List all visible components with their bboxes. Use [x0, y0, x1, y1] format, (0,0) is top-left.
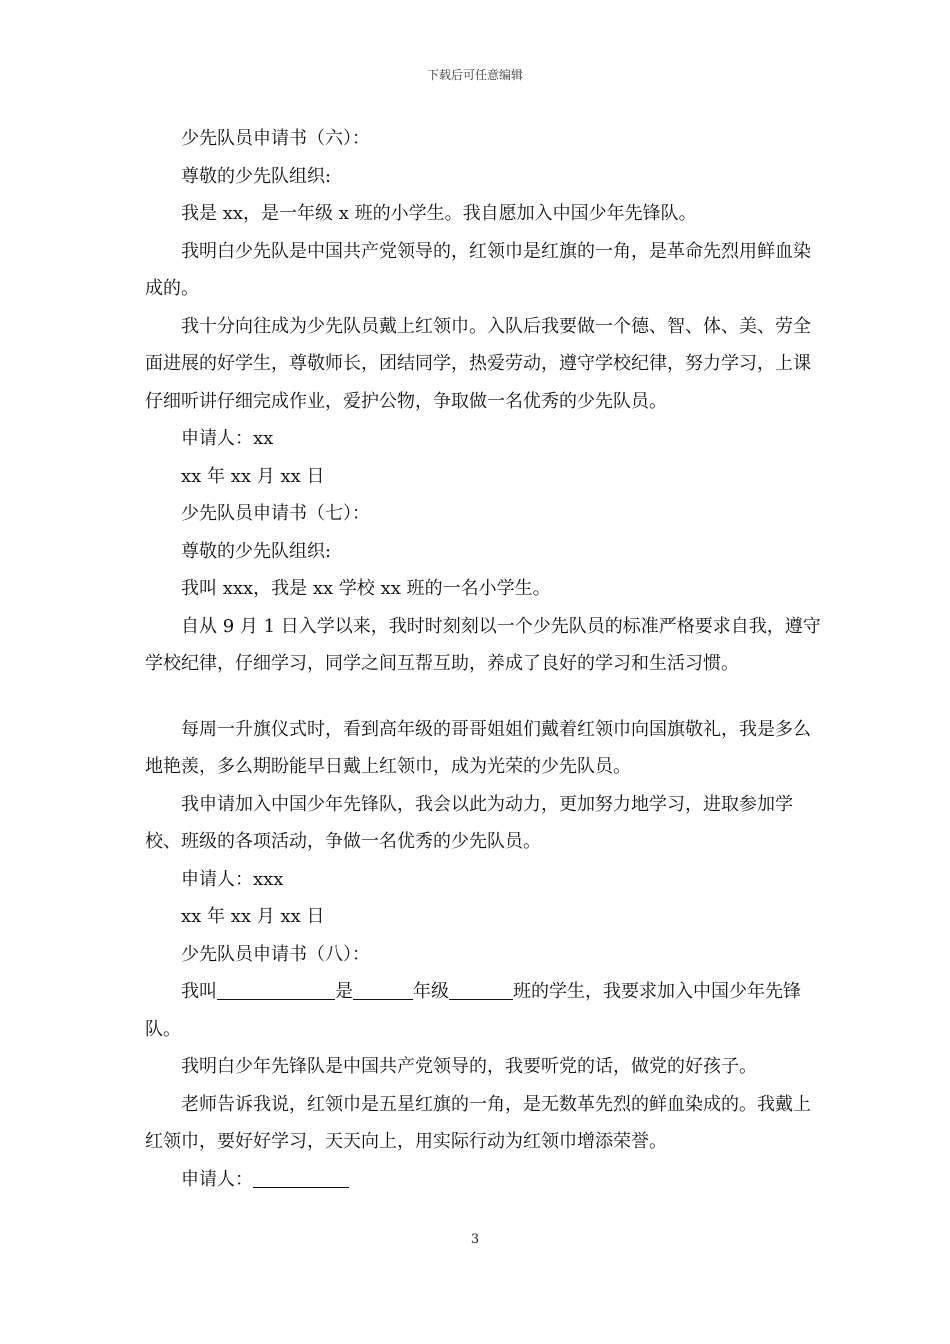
paragraph: 自从 9 月 1 日入学以来，我时时刻刻以一个少先队员的标准严格要求自我，遵守学校纪律，仔细学习，同学之间互帮互助，养成了良好的学习和生活习惯。 [145, 615, 821, 674]
section-title-8: 少先队员申请书（八）： [181, 943, 370, 965]
paragraph: 我明白少先队是中国共产党领导的，红领巾是红旗的一角，是革命先烈用鲜血染成的。 [145, 240, 811, 299]
signature-blank [253, 1169, 349, 1188]
salutation: 尊敬的少先队组织: [181, 165, 332, 187]
text-segment: 班的学生，我要求加入中国少年先锋队。 [145, 981, 801, 1040]
text-segment: 是 [335, 981, 353, 1002]
applicant-line [145, 1161, 825, 1199]
text-segment: 年级 [413, 981, 449, 1002]
paragraph: 我是 xx，是一年级 x 班的小学生。我自愿加入中国少年先锋队。 [181, 203, 697, 224]
applicant-label: 申请人： [181, 1168, 253, 1190]
class-blank [449, 981, 513, 1000]
paragraph: 老师告诉我说，红领巾是五星红旗的一角，是无数革先烈的鲜血染成的。我戴上红领巾，要好好学习，天天向上，用实际行动为红领巾增添荣誉。 [145, 1093, 811, 1152]
text-segment: 我叫 [181, 981, 217, 1002]
date-line: xx 年 xx 月 xx 日 [181, 465, 325, 487]
section-title-7: 少先队员申请书（七）： [181, 503, 370, 524]
paragraph: 我叫 xxx，我是 xx 学校 xx 班的一名小学生。 [181, 578, 551, 599]
name-blank [217, 981, 335, 1000]
paragraph: 我明白少年先锋队是中国共产党领导的，我要听党的话，做党的好孩子。 [181, 1056, 757, 1077]
page-number: 3 [470, 1232, 480, 1247]
paragraph: 我十分向往成为少先队员戴上红领巾。入队后我要做一个德、智、体、美、劳全面进展的好学生，尊敬师长，团结同学，热爱劳动，遵守学校纪律，努力学习，上课仔细听讲仔细完成作业，爱护公物，争取做一名优秀的少先队员。 [145, 315, 811, 412]
fill-in-paragraph [145, 973, 825, 1048]
applicant-line: 申请人：xxx [181, 868, 284, 890]
spacer [145, 683, 825, 711]
date-line: xx 年 xx 月 xx 日 [181, 906, 325, 927]
applicant-line: 申请人：xx [181, 428, 274, 449]
paragraph: 每周一升旗仪式时，看到高年级的哥哥姐姐们戴着红领巾向国旗敬礼，我是多么地艳羡，多么期盼能早日戴上红领巾，成为光荣的少先队员。 [145, 718, 811, 777]
page-header-note: 下载后可任意编辑 [426, 68, 523, 82]
document-body [145, 120, 825, 1198]
salutation: 尊敬的少先队组织: [181, 540, 332, 562]
grade-blank [353, 981, 413, 1000]
section-title-6: 少先队员申请书（六）： [181, 128, 370, 149]
paragraph: 我申请加入中国少年先锋队，我会以此为动力，更加努力地学习，进取参加学校、班级的各项活动，争做一名优秀的少先队员。 [145, 793, 793, 852]
